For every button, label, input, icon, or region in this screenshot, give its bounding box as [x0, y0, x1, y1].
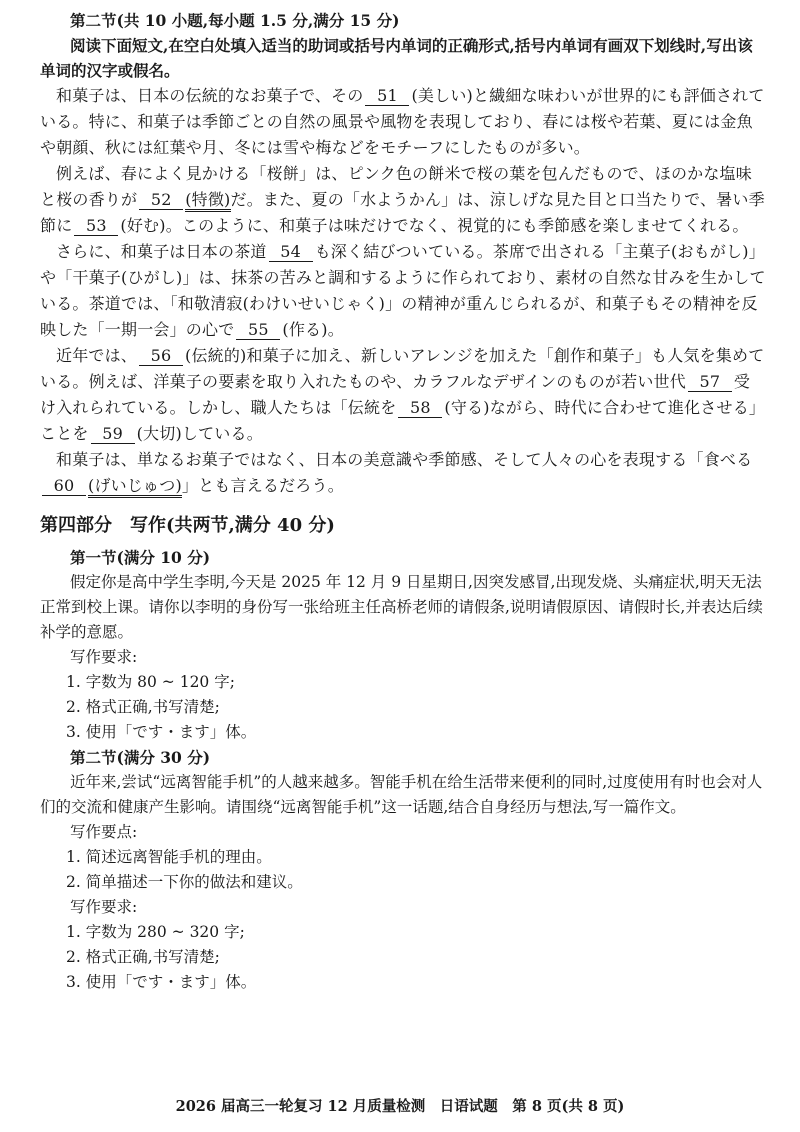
- hint-52: (特徴): [185, 190, 230, 212]
- blank-58: 58: [398, 399, 442, 418]
- passage-paragraph-1: [40, 83, 766, 161]
- section-2-title: 第二节(共 10 小题,每小题 1.5 分,满分 15 分): [70, 11, 400, 30]
- writing-point-item: 1. 简述远离智能手机的理由。: [66, 848, 272, 866]
- passage-text: 和菓子は、単なるお菓子ではなく、日本の美意識や季節感、そして人々の心を表現する「食べる: [56, 450, 753, 469]
- writing-points-label: 写作要点:: [70, 823, 138, 841]
- part-4-title: 第四部分 写作(共两节,满分 40 分): [40, 515, 335, 536]
- passage-paragraph-2: [40, 161, 766, 239]
- passage-text: 」とも言えるだろう。: [181, 476, 344, 495]
- page-footer: 2026 届高三一轮复习 12 月质量检测 日语试题 第 8 页(共 8 页): [175, 1098, 625, 1115]
- passage-text: 例えば、春によく見かける「桜餅」は、ピンク色の餅米で桜の葉を包んだもので、ほのかな塩味と桜の香りが: [40, 164, 752, 209]
- writing-point-item: 2. 简单描述一下你的做法和建议。: [66, 873, 303, 891]
- blank-51: 51: [365, 87, 409, 106]
- blank-54: 54: [269, 243, 313, 262]
- passage-paragraph-5: [40, 447, 766, 499]
- writing-section-1-requirements-label: 写作要求:: [70, 648, 138, 666]
- passage-text: (美しい)と繊細な味わいが世界的にも評価されている。特に、和菓子は季節ごとの自然の風景や風物を表現しており、春には桜や若葉、夏には金魚や朝顔、秋には紅葉や月、冬には雪や梅などをモチーフにしたものが多い。: [40, 86, 765, 157]
- passage-paragraph-4: [40, 343, 766, 447]
- requirement-item: 2. 格式正确,书写清楚;: [66, 948, 220, 966]
- requirement-item: 1. 字数为 280 ~ 320 字;: [66, 923, 245, 941]
- blank-60: 60: [42, 477, 86, 496]
- requirement-item: 3. 使用「です・ます」体。: [66, 973, 257, 991]
- blank-57: 57: [688, 373, 732, 392]
- passage-text: (作る)。: [282, 320, 344, 339]
- writing-section-2-prompt: 近年来,尝试“远离智能手机”的人越来越多。智能手机在给生活带来便利的同时,过度使用有时也会对人们的交流和健康产生影响。请围绕“远离智能手机”这一话题,结合自身经历与想法,写一篇作文。: [40, 773, 763, 816]
- passage-text: 和菓子は、日本の伝統的なお菓子で、その: [56, 86, 364, 105]
- section-2-instruction: 阅读下面短文,在空白处填入适当的助词或括号内单词的正确形式,括号内单词有画双下划线时,写出该单词的汉字或假名。: [40, 36, 753, 80]
- writing-section-2-requirements-label: 写作要求:: [70, 898, 138, 916]
- blank-59: 59: [91, 425, 135, 444]
- requirement-item: 2. 格式正确,书写清楚;: [66, 698, 220, 716]
- passage-text: (大切)している。: [136, 424, 263, 443]
- requirement-item: 3. 使用「です・ます」体。: [66, 723, 257, 741]
- passage-paragraph-3: [40, 239, 766, 343]
- passage-text: 受け入れられている。しかし、職人たちは「伝統を: [40, 372, 751, 417]
- blank-56: 56: [139, 347, 183, 366]
- passage-text: も深く結びついている。茶席で出される「主菓子(おもがし)」や「干菓子(ひがし)」は、抹茶の苦みと調和するように作られており、素材の自然な甘みを生かしている。茶道では、「和敬清寂(わけいせいじゃく)」の精神が重んじられるが、和菓子もその精神を反映した「一期一会」の心で: [40, 242, 766, 339]
- blank-55: 55: [236, 321, 280, 340]
- writing-section-1-prompt: 假定你是高中学生李明,今天是 2025 年 12 月 9 日星期日,因突发感冒,出现发烧、头痛症状,明天无法正常到校上课。请你以李明的身份写一张给班主任高桥老师的请假条,说明请假原因、请假时长,并表达后续补学的意愿。: [40, 573, 763, 641]
- passage-text: だ。また、夏の「水ようかん」は、涼しげな見た目と口当たりで、暑い季節に: [40, 190, 765, 235]
- blank-52: 52: [139, 191, 183, 210]
- passage-text: さらに、和菓子は日本の茶道: [56, 242, 267, 261]
- hint-60: (げいじゅつ): [88, 476, 182, 498]
- blank-53: 53: [74, 217, 118, 236]
- passage-text: (好む)。このように、和菓子は味だけでなく、視覚的にも季節感を楽しませてくれる。: [120, 216, 749, 235]
- passage-text: (伝統的)和菓子に加え、新しいアレンジを加えた「創作和菓子」も人気を集めている。例えば、洋菓子の要素を取り入れたものや、カラフルなデザインのものが若い世代: [40, 346, 765, 391]
- passage-text: 近年では、: [56, 346, 138, 365]
- passage-text: (守る)ながら、時代に合わせて進化させる」ことを: [40, 398, 766, 443]
- writing-section-1-title: 第一节(满分 10 分): [70, 548, 211, 567]
- requirement-item: 1. 字数为 80 ~ 120 字;: [66, 673, 235, 691]
- writing-section-2-title: 第二节(满分 30 分): [70, 748, 211, 767]
